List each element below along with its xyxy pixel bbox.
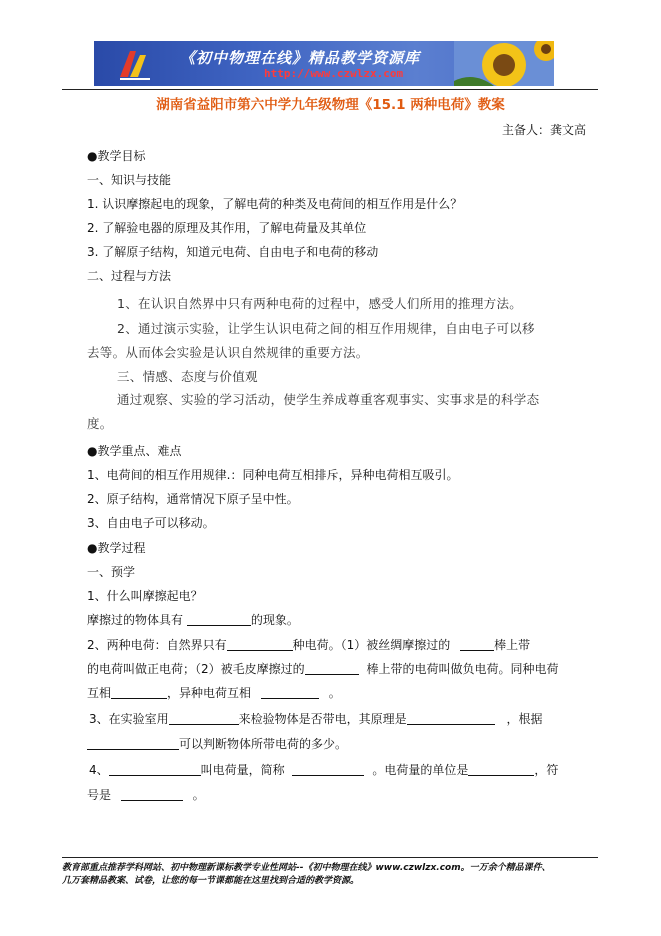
q3-text-b: 来检验物体是否带电，其原理是 (238, 712, 407, 726)
blank-field[interactable] (111, 686, 167, 699)
q3-text-a: 3、在实验室用 (89, 712, 169, 726)
knowledge-item-3: 3. 了解原子结构，知道元电荷、自由电子和电荷的移动 (87, 245, 379, 259)
question-2-line-1 (87, 636, 530, 653)
q2-text-g: ，异种电荷互相 (167, 686, 252, 700)
q2-text-e: 棒上带的电荷叫做负电荷。同种电荷 (366, 662, 559, 676)
blank-field[interactable] (407, 712, 495, 725)
blank-field[interactable] (109, 763, 201, 776)
q2-text-b: 种电荷。（1）被丝绸摩擦过的 (292, 638, 451, 652)
process-heading: 二、过程与方法 (87, 269, 172, 283)
question-4-line-2 (87, 786, 205, 803)
process-item-2a: 2、通过演示实验，让学生认识电荷之间的相互作用规律，自由电子可以移 (117, 321, 535, 336)
question-1-answer (87, 611, 299, 628)
question-1: 1、什么叫摩擦起电？ (87, 589, 203, 603)
q3-text-d: 可以判断物体所带电荷的多少。 (179, 737, 348, 751)
procedure-heading: ●教学过程 (87, 541, 146, 555)
blank-field[interactable] (460, 638, 494, 651)
sunflower-icon (454, 41, 554, 86)
knowledge-heading: 一、知识与技能 (87, 173, 172, 187)
author-line: 主备人：龚文高 (501, 123, 586, 137)
header-rule (62, 89, 598, 90)
emotion-heading: 三、情感、态度与价值观 (117, 369, 258, 384)
blank-field[interactable] (87, 737, 179, 750)
q3-text-c: ，根据 (506, 712, 543, 726)
q4-text-a: 4、 (89, 763, 109, 777)
q4-text-e: 号是 (87, 788, 112, 802)
keypoints-heading: ●教学重点、难点 (87, 444, 182, 458)
keypoint-2: 2、原子结构，通常情况下原子呈中性。 (87, 492, 299, 506)
q2-text-a: 2、两种电荷：自然界只有 (87, 638, 227, 652)
emotion-item-1b: 度。 (87, 416, 113, 431)
q4-text-c: 。电荷量的单位是 (372, 763, 469, 777)
knowledge-item-2: 2. 了解验电器的原理及其作用，了解电荷量及其单位 (87, 221, 367, 235)
footer-line-1: 教育部重点推荐学科网站、初中物理新课标教学专业性网站--《初中物理在线》www.czwlzx.com。一万余个精品课件、 (62, 863, 551, 873)
q4-text-b: 叫电荷量，简称 (200, 763, 285, 777)
footer-note (62, 862, 602, 888)
keypoint-3: 3、自由电子可以移动。 (87, 516, 215, 530)
q2-text-d: 的电荷叫做正电荷；（2）被毛皮摩擦过的 (87, 662, 305, 676)
question-4-line-1 (89, 761, 558, 778)
keypoint-1: 1、电荷间的相互作用规律.：同种电荷互相排斥，异种电荷相互吸引。 (87, 468, 459, 482)
q2-text-f: 互相 (87, 686, 112, 700)
preview-heading: 一、预学 (87, 565, 136, 579)
footer-line-2: 几万套精品教案、试卷，让您的每一节课都能在这里找到合适的教学资源。 (62, 876, 360, 886)
banner-title: 《初中物理在线》精品教学资源库 (180, 49, 421, 67)
q2-text-h: 。 (328, 686, 341, 700)
q1-text-post: 的现象。 (250, 613, 299, 627)
blank-field[interactable] (169, 712, 239, 725)
q4-text-d: ，符 (534, 763, 559, 777)
footer-rule (62, 857, 598, 858)
blank-field[interactable] (227, 638, 293, 651)
site-logo-icon (116, 47, 154, 81)
question-2-line-2 (87, 660, 558, 677)
blank-field[interactable] (305, 662, 359, 675)
q1-text-pre: 摩擦过的物体具有 (87, 613, 184, 627)
process-item-2b: 去等。从而体会实验是认识自然规律的重要方法。 (87, 345, 369, 360)
header-banner (94, 41, 554, 86)
knowledge-item-1: 1. 认识摩擦起电的现象，了解电荷的种类及电荷间的相互作用是什么？ (87, 197, 463, 211)
blank-field[interactable] (121, 788, 183, 801)
question-3-line-2 (87, 735, 347, 752)
objectives-heading: ●教学目标 (87, 149, 146, 163)
q4-text-f: 。 (192, 788, 205, 802)
blank-field[interactable] (292, 763, 364, 776)
question-3-line-1 (89, 710, 543, 727)
question-2-line-3 (87, 684, 341, 701)
blank-field[interactable] (261, 686, 319, 699)
process-item-1: 1、在认识自然界中只有两种电荷的过程中，感受人们所用的推理方法。 (117, 296, 523, 311)
blank-field[interactable] (187, 613, 251, 626)
banner-url[interactable]: http://www.czwlzx.com (264, 67, 404, 80)
document-title: 湖南省益阳市第六中学九年级物理《15.1 两种电荷》教案 (156, 97, 505, 113)
blank-field[interactable] (468, 763, 534, 776)
emotion-item-1a: 通过观察、实验的学习活动，使学生养成尊重客观事实、实事求是的科学态 (117, 392, 540, 407)
q2-text-c: 棒上带 (494, 638, 531, 652)
